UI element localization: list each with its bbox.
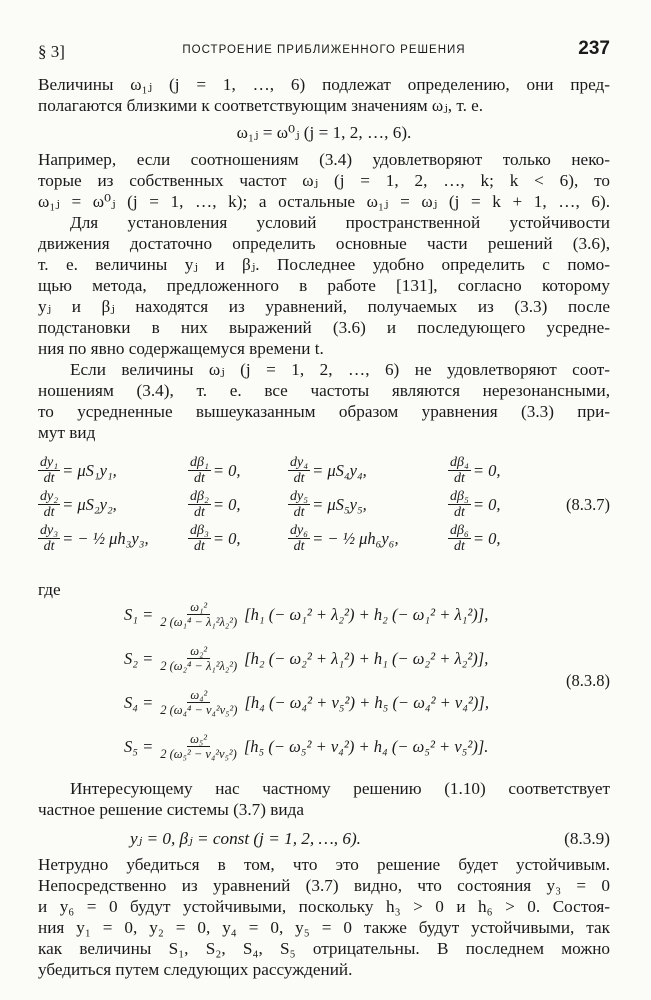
equation-rhs: = − ½ μh₆y₆,: [312, 528, 399, 548]
text-line: убедиться путем следующих рассуждений.: [38, 960, 353, 979]
equation-number: (8.3.7): [566, 494, 610, 514]
fraction-num: ω₄²: [187, 688, 210, 703]
text-line: Для установления условий пространственной устойчивости: [70, 213, 610, 232]
running-title: ПОСТРОЕНИЕ ПРИБЛИЖЕННОГО РЕШЕНИЯ: [182, 44, 466, 56]
fraction-num: dβ₃: [190, 522, 209, 538]
text-line: т. е. величины yⱼ и βⱼ. Последнее удобно определить с помо-: [38, 255, 610, 274]
fraction-den: dt: [453, 504, 465, 520]
equation-row: [124, 636, 610, 680]
fraction-num: dβ₆: [450, 522, 469, 538]
fraction-den: dt: [43, 470, 55, 486]
fraction-den: dt: [453, 470, 465, 486]
fraction-num: ω₁²: [187, 600, 210, 615]
paragraph-2: [38, 149, 610, 212]
equation-number: (8.3.9): [564, 829, 610, 848]
equation-rhs: [h₅ (− ω₅² + ν₄²) + h₄ (− ω₅² + ν₅²)].: [243, 736, 489, 756]
page-number: 237: [578, 38, 610, 59]
equation-row: [38, 487, 610, 521]
paragraph-4: [38, 359, 610, 443]
fraction-den: dt: [293, 538, 305, 554]
fraction-den: dt: [453, 538, 465, 554]
equation-row: [38, 453, 610, 487]
equation-rhs: = μS₅y₅,: [312, 494, 367, 514]
text-line: Например, если соотношениям (3.4) удовлетворяют только неко-: [38, 150, 610, 169]
fraction-num: dβ₁: [190, 454, 209, 470]
section-label: § 3]: [38, 42, 65, 61]
fraction-den: dt: [193, 504, 205, 520]
equation-lhs: S₄ =: [124, 692, 154, 712]
equation-rhs: = 0,: [472, 528, 501, 548]
text-line: Если величины ωⱼ (j = 1, 2, …, 6) не удовлетворяют соот-: [70, 360, 610, 379]
text-line: Непосредственно из уравнений (3.7) видно, что состояния y₃ = 0: [38, 876, 610, 895]
text-line: подстановки в них выражений (3.6) и последующего усредне-: [38, 318, 610, 337]
equation-rhs: = 0,: [212, 528, 241, 548]
equation-system-8-3-8: [38, 592, 610, 768]
equation-rhs: = μS₄y₄,: [312, 460, 367, 480]
equation-system-8-3-7: [38, 453, 610, 555]
fraction-num: dy₅: [290, 488, 309, 504]
fraction-num: dβ₂: [190, 488, 209, 504]
page-header: [38, 34, 610, 64]
text-line: Величины ω₁ⱼ (j = 1, …, 6) подлежат определению, они пред-: [38, 75, 610, 94]
text-line: щью метода, предложенного в работе [131], согласно которому: [38, 276, 610, 295]
equation-rhs: = − ½ μh₃y₃,: [62, 528, 149, 548]
where-label: где: [38, 580, 61, 599]
fraction-num: dy₁: [40, 454, 59, 470]
text-line: как величины S₁, S₂, S₄, S₅ отрицательны. В последнем можно: [38, 939, 610, 958]
text-line: ния по явно содержащемуся времени t.: [38, 339, 324, 358]
text-line: yⱼ и βⱼ находятся из уравнений, получаемых из (3.3) после: [38, 297, 610, 316]
equation-rhs: [h₂ (− ω₂² + λ₁²) + h₁ (− ω₂² + λ₂²)],: [244, 648, 489, 668]
fraction-num: dy₆: [290, 522, 309, 538]
fraction-num: dy₄: [290, 454, 309, 470]
equation-rhs: [h₁ (− ω₁² + λ₂²) + h₂ (− ω₁² + λ₁²)],: [244, 604, 489, 624]
fraction-den: dt: [293, 504, 305, 520]
equation-lhs: S₂ =: [124, 648, 154, 668]
fraction-num: dy₂: [40, 488, 59, 504]
fraction-num: ω₂²: [187, 644, 210, 659]
equation-row: [124, 592, 610, 636]
text-line: и y₆ = 0 будут устойчивыми, поскольку h₃ > 0 и h₆ > 0. Состоя-: [38, 897, 610, 916]
equation-text: yⱼ = 0, βⱼ = const (j = 1, 2, …, 6).: [130, 829, 361, 848]
equation-rhs: [h₄ (− ω₄² + ν₅²) + h₅ (− ω₄² + ν₄²)],: [244, 692, 489, 712]
text-line: то усредненные вышеуказанным образом уравнения (3.3) при-: [38, 402, 610, 421]
fraction-den: dt: [193, 470, 205, 486]
fraction-den: 2 (ω₅² − ν₄²ν₅²): [160, 746, 237, 761]
fraction-num: dβ₅: [450, 488, 469, 504]
equation-omega: ω₁ⱼ = ω⁰ⱼ (j = 1, 2, …, 6).: [236, 123, 412, 142]
equation-rhs: = 0,: [472, 494, 501, 514]
text-line: ношениям (3.4), т. е. все частоты являются нерезонансными,: [38, 381, 610, 400]
equation-lhs: S₁ =: [124, 604, 154, 624]
text-line: полагаются близкими к соответствующим значениям ωⱼ, т. е.: [38, 96, 484, 115]
paragraph-5: [38, 778, 610, 820]
fraction-den: dt: [193, 538, 205, 554]
fraction-den: 2 (ω₄⁴ − ν₄²ν₅²): [160, 702, 238, 717]
fraction-den: dt: [43, 504, 55, 520]
fraction-den: dt: [293, 470, 305, 486]
equation-rhs: = μS₂y₂,: [62, 494, 117, 514]
equation-rhs: = μS₁y₁,: [62, 460, 117, 480]
page-body: [38, 74, 610, 980]
fraction-num: dβ₄: [450, 454, 469, 470]
text-line: мут вид: [38, 423, 96, 442]
text-line: ния y₁ = 0, y₂ = 0, y₄ = 0, y₅ = 0 также будут устойчивыми, так: [38, 918, 610, 937]
paragraph-6: [38, 854, 610, 980]
fraction-den: 2 (ω₂⁴ − λ₁²λ₂²): [160, 658, 238, 673]
equation-row: [124, 724, 610, 768]
equation-number: (8.3.8): [566, 671, 610, 690]
equation-row: [38, 521, 610, 555]
text-line: Интересующему нас частному решению (1.10) соответствует: [70, 779, 610, 798]
fraction-num: dy₃: [40, 522, 59, 538]
text-line: ω₁ⱼ = ω⁰ⱼ (j = 1, …, k); а остальные ω₁ⱼ = ωⱼ (j = k + 1, …, 6).: [38, 192, 610, 211]
fraction-den: 2 (ω₁⁴ − λ₁²λ₂²): [160, 614, 238, 629]
text-line: торые из собственных частот ωⱼ (j = 1, 2, …, k; k < 6), то: [38, 171, 610, 190]
equation-lhs: S₅ =: [124, 736, 154, 756]
text-line: движения достаточно определить основные части решений (3.6),: [38, 234, 610, 253]
equation-rhs: = 0,: [212, 460, 241, 480]
text-line: Нетрудно убедиться в том, что это решение будет устойчивым.: [38, 855, 610, 874]
equation-rhs: = 0,: [472, 460, 501, 480]
paragraph-1: [38, 74, 610, 116]
text-line: частное решение системы (3.7) вида: [38, 800, 304, 819]
fraction-num: ω₅²: [187, 732, 210, 747]
page: [38, 34, 610, 980]
equation-rhs: = 0,: [212, 494, 241, 514]
equation-8-3-9: [38, 824, 610, 854]
paragraph-3: [38, 212, 610, 359]
equation-row: [124, 680, 610, 724]
fraction-den: dt: [43, 538, 55, 554]
